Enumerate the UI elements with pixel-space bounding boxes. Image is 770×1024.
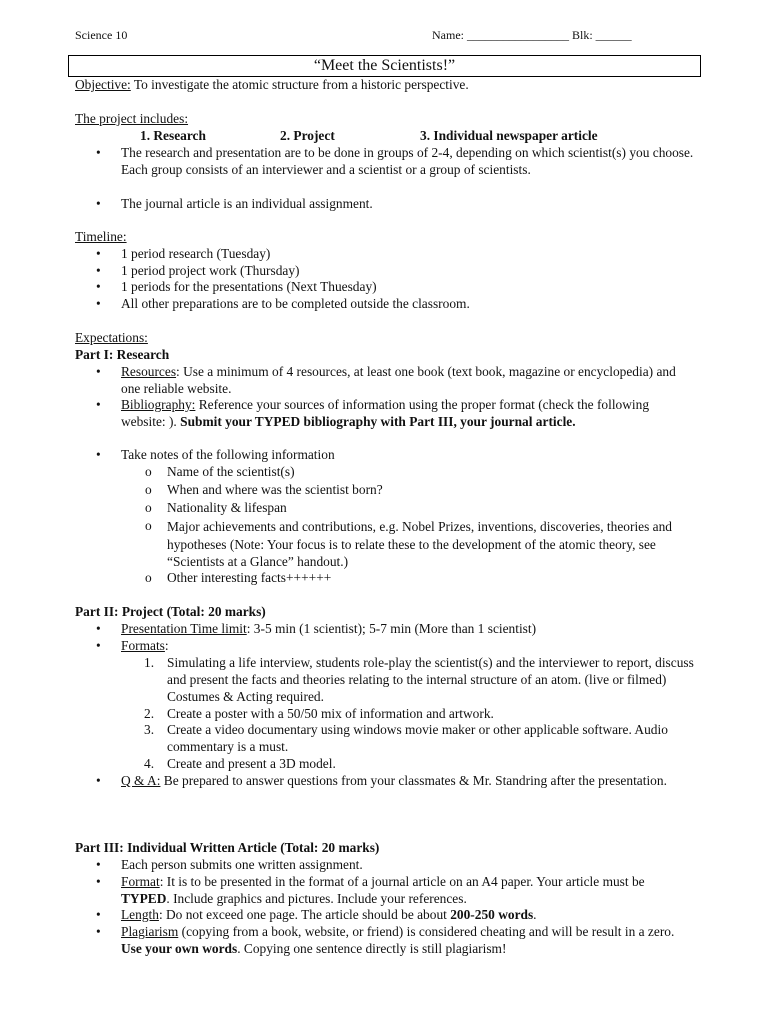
bullet: •	[96, 924, 101, 939]
bullet: •	[96, 907, 101, 922]
note-item-3: Nationality & lifespan	[167, 500, 287, 515]
objective-text: To investigate the atomic structure from a historic perspective.	[130, 77, 469, 92]
bullet: •	[96, 397, 101, 412]
format-number-2: 2.	[144, 706, 155, 721]
length-text-1: : Do not exceed one page. The article should be about	[158, 907, 451, 922]
objective-label: Objective:	[75, 77, 131, 92]
qa-text: Be prepared to answer questions from your classmates & Mr. Standring after the presentation.	[160, 773, 667, 788]
bullet: •	[96, 145, 101, 160]
plagiarism-label: Plagiarism	[121, 924, 179, 939]
formats-colon: :	[164, 638, 169, 653]
timeline-item-2: 1 period project work (Thursday)	[121, 263, 300, 278]
format-item-4: Create and present a 3D model.	[167, 756, 336, 771]
note-item-1: Name of the scientist(s)	[167, 464, 295, 479]
bullet: •	[96, 857, 101, 872]
resources-label: Resources	[121, 364, 177, 379]
part3-heading: Part III: Individual Written Article (Total: 20 marks)	[75, 840, 380, 855]
name-block-field: Name: _________________ Blk: ______	[432, 28, 632, 42]
bullet: •	[96, 279, 101, 294]
subject-label: Science 10	[75, 28, 128, 42]
bibliography-text: Reference your sources of information using the proper format (check the following website: ).	[121, 397, 650, 429]
plagiarism-text-2: . Copying one sentence directly is still plagiarism!	[237, 940, 507, 956]
note-item-5: Other interesting facts++++++	[167, 570, 332, 585]
bullet: •	[96, 621, 101, 636]
part-project: 2. Project	[280, 128, 335, 143]
part-research: 1. Research	[140, 128, 206, 143]
resources-item	[121, 364, 696, 398]
project-bullet-2: The journal article is an individual assignment.	[121, 196, 373, 211]
formats-item	[121, 638, 696, 655]
resources-text: : Use a minimum of 4 resources, at least one book (text book, magazine or encyclopedia) and one reliable website.	[121, 364, 676, 396]
timeline-item-4: All other preparations are to be completed outside the classroom.	[121, 296, 470, 311]
bibliography-item	[121, 397, 696, 431]
format-item-1: Simulating a life interview, students role-play the scientist(s) and the interviewer to report, discuss and present the facts and theories relating to the internal structure of an atom. (live or filmed) Costumes & Acting required.	[167, 655, 694, 704]
length-item	[121, 907, 696, 924]
sub-marker: o	[145, 482, 152, 497]
format-label: Format	[121, 874, 160, 889]
time-limit-label: Presentation Time limit	[121, 621, 247, 636]
note-item-2: When and where was the scientist born?	[167, 482, 383, 497]
qa-label: Q & A:	[121, 773, 161, 788]
format-number-1: 1.	[144, 655, 155, 670]
time-limit-text: : 3-5 min (1 scientist); 5-7 min (More than 1 scientist)	[246, 621, 537, 636]
timeline-item-1: 1 period research (Tuesday)	[121, 246, 271, 261]
part2-heading: Part II: Project (Total: 20 marks)	[75, 604, 266, 619]
time-limit-item	[121, 621, 696, 638]
bullet: •	[96, 196, 101, 211]
format-item-2: Create a poster with a 50/50 mix of information and artwork.	[167, 706, 494, 721]
sub-marker: o	[145, 500, 152, 515]
format-text-1: : It is to be presented in the format of a journal article on an A4 paper. Your article must be	[159, 874, 645, 889]
notes-intro: Take notes of the following information	[121, 447, 335, 462]
plagiarism-text-1: (copying from a book, website, or friend) is considered cheating and will be result in a zero.	[178, 924, 675, 939]
bullet: •	[96, 773, 101, 788]
bullet: •	[96, 263, 101, 278]
bibliography-label: Bibliography:	[121, 397, 196, 412]
bullet: •	[96, 874, 101, 889]
sub-marker: o	[145, 570, 152, 585]
bullet: •	[96, 296, 101, 311]
timeline-heading: Timeline:	[75, 229, 127, 244]
length-bold: 200-250 words	[450, 907, 534, 922]
bibliography-bold: Submit your TYPED bibliography with Part III, your journal article.	[180, 413, 576, 429]
format-number-4: 4.	[144, 756, 155, 771]
plagiarism-item	[121, 924, 696, 958]
part-article: 3. Individual newspaper article	[420, 128, 598, 143]
expectations-heading: Expectations:	[75, 330, 148, 345]
objective-line	[75, 77, 469, 94]
written-assignment-item: Each person submits one written assignment.	[121, 857, 363, 872]
page-title: “Meet the Scientists!”	[68, 55, 701, 77]
format-text-2: . Include graphics and pictures. Include your references.	[166, 890, 467, 906]
timeline-item-3: 1 periods for the presentations (Next Thuesday)	[121, 279, 377, 294]
length-text-2: .	[533, 907, 537, 922]
bullet: •	[96, 246, 101, 261]
project-bullet-1: The research and presentation are to be done in groups of 2-4, depending on which scientist(s) you choose. Each group consists of an interviewer and a scientist or a group of scientists.	[121, 145, 694, 177]
format-requirement-item	[121, 874, 696, 908]
format-bold: TYPED	[121, 890, 167, 906]
bullet: •	[96, 638, 101, 653]
part1-heading: Part I: Research	[75, 347, 170, 362]
formats-label: Formats	[121, 638, 165, 653]
bullet: •	[96, 364, 101, 379]
sub-marker: o	[145, 518, 152, 533]
qa-item	[121, 773, 696, 790]
note-item-4: Major achievements and contributions, e.g. Nobel Prizes, inventions, discoveries, theories and hypotheses (Note: Your focus is to relate these to the development of the atomic theory, see “Scientists at a Glance” handout.)	[167, 519, 672, 569]
plagiarism-bold: Use your own words	[121, 940, 238, 956]
project-heading: The project includes:	[75, 111, 189, 126]
length-label: Length	[121, 907, 159, 922]
sub-marker: o	[145, 464, 152, 479]
bullet: •	[96, 447, 101, 462]
format-number-3: 3.	[144, 722, 155, 737]
format-item-3: Create a video documentary using windows movie maker or other applicable software. Audio commentary is a must.	[167, 722, 668, 754]
